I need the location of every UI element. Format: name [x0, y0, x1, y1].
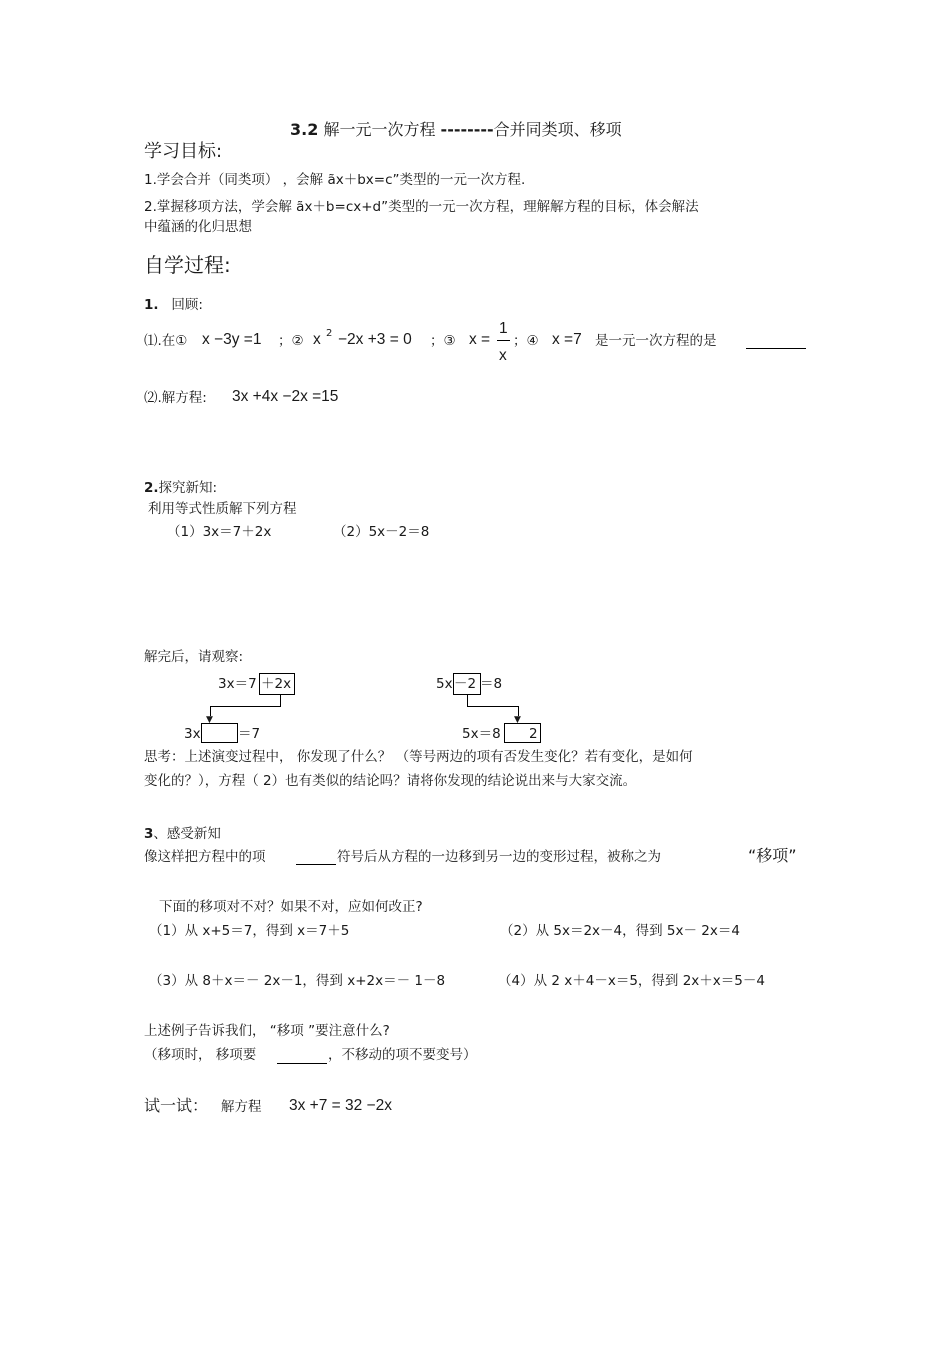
feel-label: 、感受新知	[153, 826, 221, 842]
diagram1-bottom-right: ＝7	[238, 726, 261, 742]
page-title	[290, 121, 622, 139]
review-q1-suffix: 是一元一次方程的是	[595, 333, 717, 349]
diagram1-bottom-left: 3x	[184, 726, 201, 742]
try-text: 解方程	[221, 1099, 262, 1115]
review-q1-answer-blank[interactable]	[746, 348, 806, 349]
diagram1-top-term: ＋2x	[261, 676, 292, 692]
explore-heading	[144, 479, 217, 497]
explore-intro: 利用等式性质解下列方程	[148, 501, 297, 517]
review-number: 1.	[144, 297, 159, 313]
diagram1-arrow-icon: ▼	[206, 715, 213, 725]
title-main: 解一元一次方程	[323, 120, 436, 139]
explore-label: 探究新知:	[158, 480, 218, 496]
diagram2-connector-down	[467, 694, 468, 706]
title-sub: 合并同类项、移项	[493, 120, 622, 139]
fraction-denominator: x	[499, 347, 507, 364]
review-q1-eq1: x −3y =1	[202, 331, 262, 348]
feel-number: 3	[144, 826, 154, 842]
review-q1-eq2-x: x	[313, 331, 321, 348]
review-heading	[144, 296, 203, 314]
note-line-1: 上述例子告诉我们， “移项 ”要注意什么?	[144, 1023, 390, 1039]
review-q1-sep2: ；③	[430, 333, 456, 349]
review-label: 回顾:	[171, 297, 203, 313]
review-q2-prefix: ⑵.解方程:	[144, 390, 207, 406]
review-q1-sep1: ；②	[278, 333, 304, 349]
review-q1-eq2-exponent: 2	[326, 328, 333, 339]
explore-eq-1: （1）3x＝7＋2x	[167, 524, 272, 540]
feel-blank-1[interactable]	[296, 864, 336, 865]
diagram2-top-term: －2	[454, 676, 477, 692]
observe-label: 解完后，请观察:	[144, 649, 244, 665]
diagram2-top-left: 5x	[436, 676, 453, 692]
review-q2-equation: 3x +4x −2x =15	[232, 388, 339, 405]
title-number: 3.2	[290, 120, 319, 139]
review-q1-eq4: x =7	[552, 331, 582, 348]
example-1: （1）从 x+5＝7，得到 x＝7＋5	[149, 923, 350, 939]
goal-item-2-cont: 中蕴涵的化归思想	[144, 219, 252, 235]
example-3: （3）从 8＋x＝－ 2x－1，得到 x+2x＝－ 1－8	[149, 973, 446, 989]
explore-number: 2.	[144, 480, 159, 496]
feel-heading	[144, 825, 221, 843]
feel-term: “移项”	[748, 846, 797, 865]
diagram2-arrow-icon: ▼	[514, 715, 521, 725]
diagram2-bottom-left: 5x＝8	[462, 726, 501, 742]
review-q1-sep3: ；④	[513, 333, 539, 349]
goal-item-2: 2.掌握移项方法，学会解 ãx＋b=cx+d”类型的一元一次方程，理解解方程的目标，体会解法	[144, 199, 699, 215]
diagram1-connector-down	[280, 694, 281, 706]
example-2: （2）从 5x＝2x－4，得到 5x－ 2x＝4	[500, 923, 740, 939]
try-label: 试一试：	[144, 1096, 209, 1115]
feel-line-1a: 像这样把方程中的项	[144, 849, 266, 865]
fraction-numerator: 1	[499, 320, 508, 337]
review-q1-prefix: ⑴.在①	[144, 333, 188, 349]
goals-heading: 学习目标:	[144, 141, 223, 162]
goal-item-1: 1.学会合并（同类项） ，会解 ãx＋bx=c”类型的一元一次方程.	[144, 172, 526, 188]
note-line-2b: ，不移动的项不要变号）	[328, 1047, 477, 1063]
diagram2-connector-horizontal	[467, 706, 519, 707]
diagram2-bottom-term: 2	[529, 726, 538, 742]
note-blank[interactable]	[277, 1063, 327, 1064]
think-line-1: 思考：上述演变过程中， 你发现了什么？ （等号两边的项有否发生变化？若有变化，是如何	[144, 749, 693, 765]
title-dashes: --------	[440, 120, 494, 139]
diagram1-bottom-box	[201, 723, 238, 743]
feel-question: 下面的移项对不对？如果不对，应如何改正?	[159, 899, 423, 915]
note-line-2a: （移项时， 移项要	[144, 1047, 257, 1063]
try-equation: 3x +7 = 32 −2x	[289, 1097, 392, 1114]
explore-eq-2: （2）5x－2＝8	[333, 524, 430, 540]
review-q1-eq2-rest: −2x +3 = 0	[338, 331, 412, 348]
feel-line-1b: 符号后从方程的一边移到另一边的变形过程，被称之为	[337, 849, 661, 865]
diagram1-top-left: 3x＝7	[218, 676, 257, 692]
review-q1-eq3-lhs: x =	[469, 331, 491, 348]
diagram1-connector-horizontal	[210, 706, 281, 707]
diagram2-top-right: ＝8	[480, 676, 503, 692]
think-line-2: 变化的？），方程（ 2）也有类似的结论吗？请将你发现的结论说出来与大家交流。	[144, 773, 637, 789]
fraction-bar	[497, 340, 510, 341]
self-study-heading: 自学过程:	[144, 253, 231, 277]
example-4: （4）从 2 x＋4－x＝5，得到 2x＋x＝5－4	[498, 973, 765, 989]
